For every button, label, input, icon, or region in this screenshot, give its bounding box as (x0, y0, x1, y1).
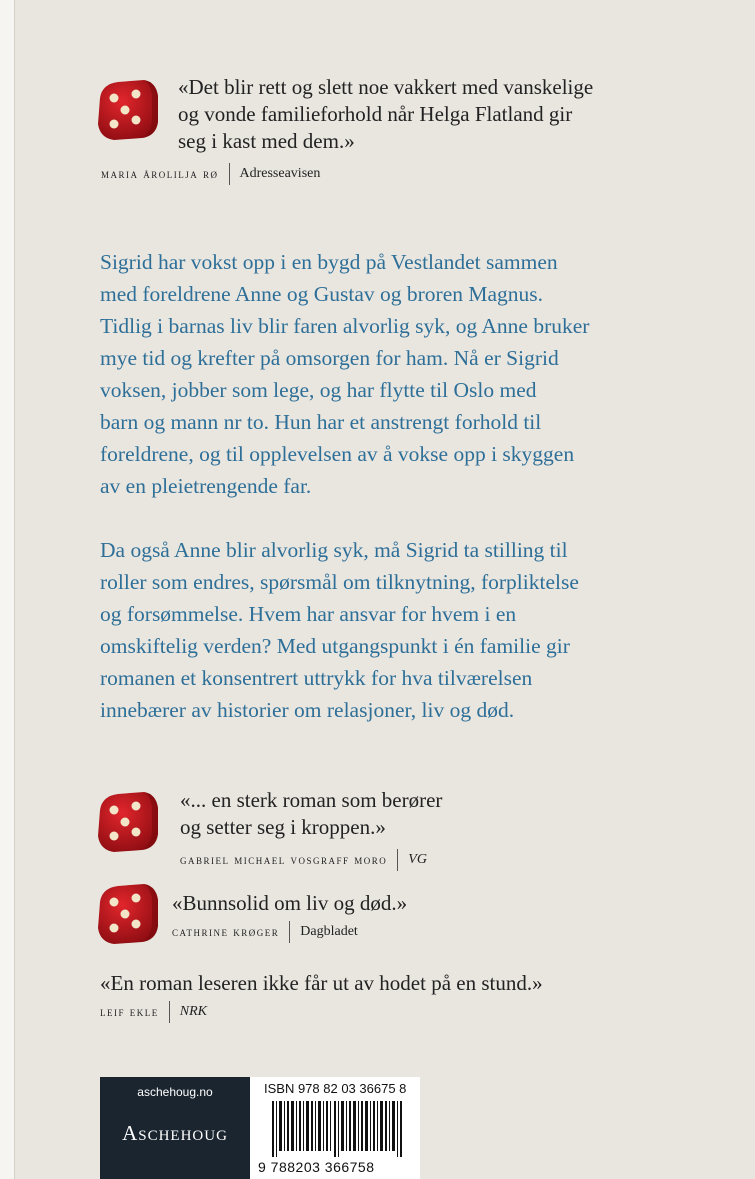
blurb-line: Tidlig i barnas liv blir faren alvorlig syk, og Anne bruker (100, 314, 590, 338)
blurb-paragraph-2 (100, 534, 700, 726)
blurb-line: Da også Anne blir alvorlig syk, må Sigrid ta stilling til (100, 538, 568, 562)
blurb-line: mye tid og krefter på omsorgen for ham. Nå er Sigrid (100, 346, 559, 370)
quote-line: seg i kast med dem.» (178, 129, 355, 153)
divider (229, 163, 230, 185)
quote-source: Dagbladet (300, 924, 358, 939)
die-icon (92, 878, 164, 950)
quote-4-text (100, 970, 543, 997)
blurb-line: omskiftelig verden? Med utgangspunkt i én familie gir (100, 634, 570, 658)
quote-2 (180, 787, 442, 871)
quote-2-text (180, 787, 442, 841)
die-icon (92, 74, 164, 146)
quote-1 (101, 74, 594, 185)
isbn-digits: 9 788203 366758 (258, 1159, 375, 1175)
blurb-line: foreldrene, og til opplevelsen av å vokse opp i skyggen (100, 442, 575, 466)
quote-line: «En roman leseren ikke får ut av hodet på en stund.» (100, 971, 543, 995)
quote-3-attribution (172, 921, 407, 943)
quote-3-text (172, 890, 407, 917)
blurb-line: romanen et konsentrert uttrykk for hva tilværelsen (100, 666, 533, 690)
quote-author: gabriel michael vosgraff moro (180, 852, 388, 867)
blurb-line: voksen, jobber som lege, og har flytte til Oslo med (100, 378, 537, 402)
quote-line: «Det blir rett og slett noe vakkert med vanskelige (178, 75, 594, 99)
quote-1-text (178, 74, 593, 155)
quote-3 (172, 890, 407, 943)
quote-source: NRK (179, 1004, 207, 1019)
barcode-icon (272, 1101, 420, 1157)
blurb-paragraph-1 (100, 246, 700, 502)
barcode (258, 1077, 420, 1179)
quote-line: og vonde familieforhold når Helga Flatland gir (178, 102, 573, 126)
quote-1-attribution (101, 163, 593, 185)
quote-4-attribution (100, 1001, 543, 1023)
quote-source: VG (408, 852, 427, 867)
blurb-line: innebærer av historier om relasjoner, liv og død. (100, 698, 515, 722)
quote-author: leif ekle (100, 1004, 159, 1019)
publisher-url: aschehoug.no (137, 1085, 213, 1099)
quote-4 (100, 970, 543, 1023)
divider (169, 1001, 170, 1023)
isbn-label: ISBN 978 82 03 36675 8 (264, 1081, 407, 1096)
quote-author: cathrine krøger (172, 924, 280, 939)
blurb-line: Sigrid har vokst opp i en bygd på Vestlandet sammen (100, 250, 558, 274)
divider (397, 849, 398, 871)
die-icon (92, 786, 164, 858)
quote-line: og setter seg i kroppen.» (180, 815, 386, 839)
quote-2-attribution (180, 849, 442, 871)
quote-line: «Bunnsolid om liv og død.» (172, 891, 408, 915)
publisher-box (100, 1077, 250, 1179)
divider (289, 921, 290, 943)
blurb-line: med foreldrene Anne og Gustav og broren Magnus. (100, 282, 544, 306)
blurb-line: og forsømmelse. Hvem har ansvar for hvem i en (100, 602, 517, 626)
blurb-line: roller som endres, spørsmål om tilknytning, forpliktelse (100, 570, 579, 594)
spine-edge (0, 0, 15, 1179)
blurb-line: barn og mann nr to. Hun har et anstrengt forhold til (100, 410, 542, 434)
quote-author: maria årolilja rø (101, 166, 219, 181)
quote-source: Adresseavisen (239, 166, 321, 181)
publisher-logo: Aschehoug (122, 1121, 228, 1145)
quote-line: «... en sterk roman som berører (180, 788, 443, 812)
blurb-line: av en pleietrengende far. (100, 474, 312, 498)
